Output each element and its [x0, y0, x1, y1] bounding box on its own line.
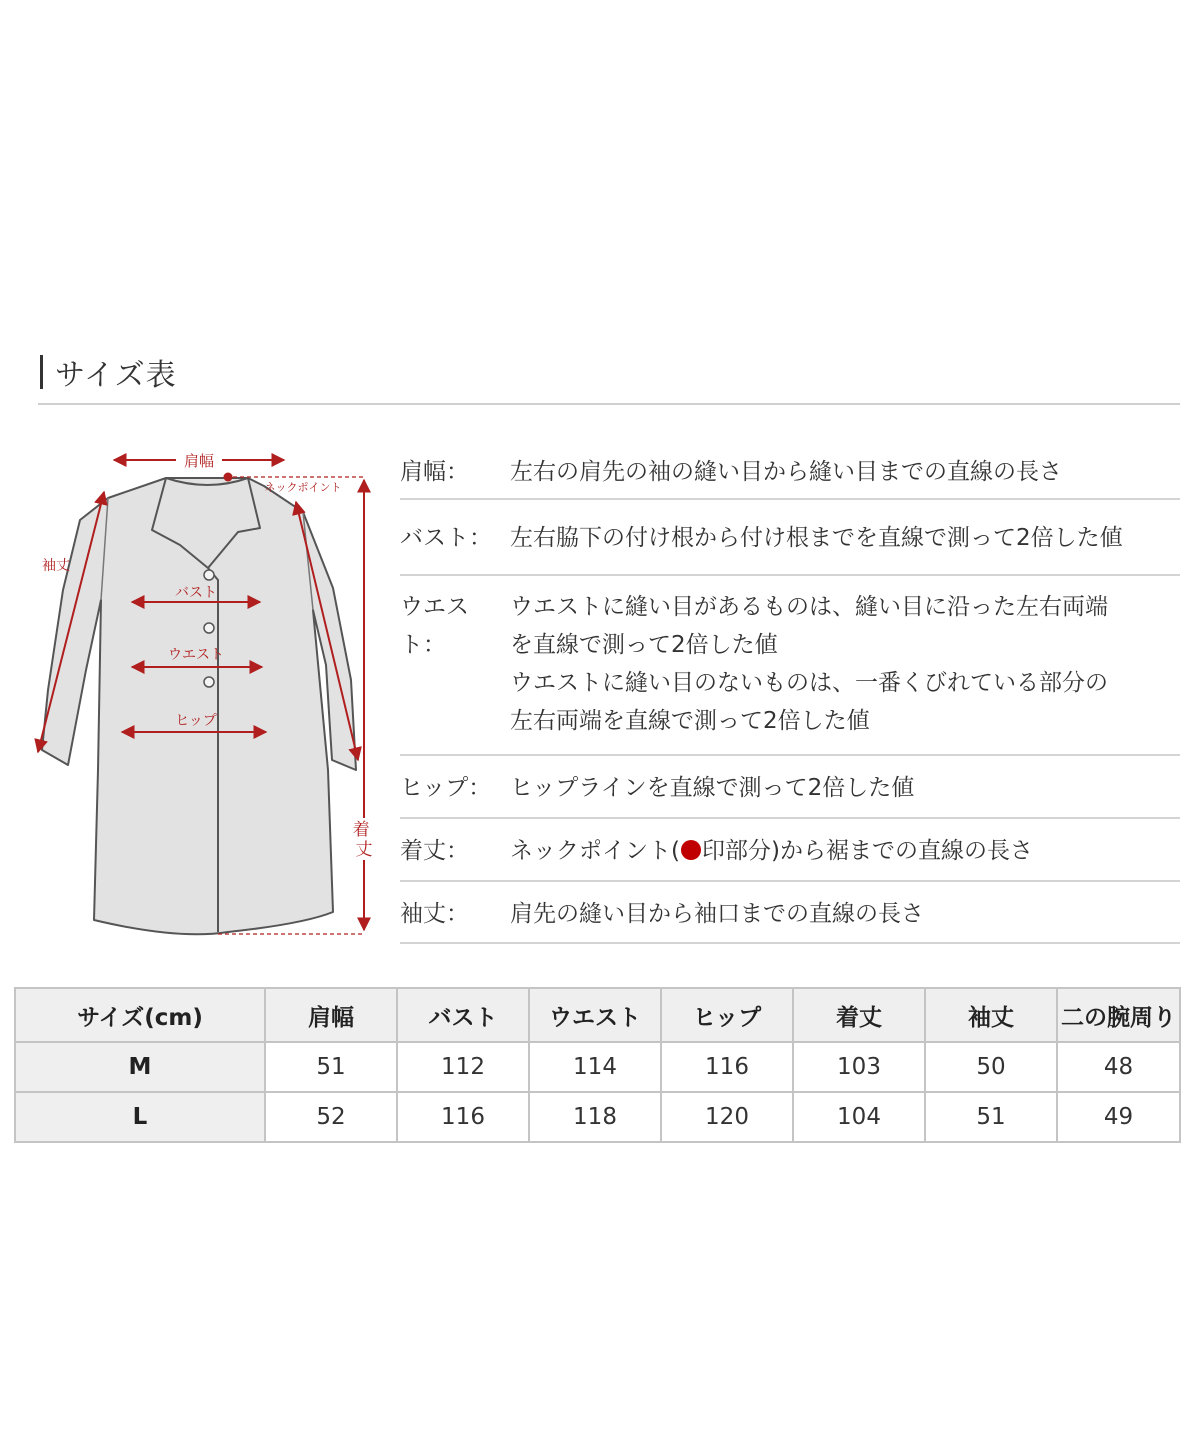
hip-label: ヒップ	[175, 713, 217, 729]
neck-point-label: ネックポイント	[264, 481, 342, 494]
definition-text	[510, 895, 1180, 942]
definition-waist	[400, 576, 1180, 756]
bust-label: バスト	[175, 585, 217, 601]
definition-line: ヒップラインを直線で測って2倍した値	[510, 775, 915, 801]
page-title: サイズ表	[55, 358, 177, 393]
section-heading	[40, 352, 177, 392]
table-cell: 48	[1057, 1042, 1180, 1092]
definition-sleeve	[400, 882, 1180, 944]
column-header: 二の腕周り	[1057, 988, 1180, 1042]
definition-hip	[400, 756, 1180, 819]
definition-term: 着丈：	[400, 838, 469, 864]
definition-shoulder	[400, 440, 1180, 500]
table-row	[15, 1042, 1180, 1092]
heading-divider	[38, 403, 1180, 405]
row-header: M	[15, 1042, 265, 1092]
column-header: サイズ(cm)	[15, 988, 265, 1042]
table-cell: 104	[793, 1092, 925, 1142]
table-cell: 116	[661, 1042, 793, 1092]
table-cell: 50	[925, 1042, 1057, 1092]
table-cell: 114	[529, 1042, 661, 1092]
column-header: 肩幅	[265, 988, 397, 1042]
coat-measurement-diagram	[28, 440, 380, 940]
definition-line: 左右両端を直線で測って2倍した値	[510, 708, 870, 734]
definition-line-prefix: ネックポイント(	[510, 838, 680, 864]
column-header: ヒップ	[661, 988, 793, 1042]
table-row	[15, 1092, 1180, 1142]
definition-term: 肩幅：	[400, 459, 469, 485]
definition-text	[510, 453, 1180, 498]
definition-term: バスト：	[400, 525, 492, 551]
table-cell: 116	[397, 1092, 529, 1142]
definition-line: を直線で測って2倍した値	[510, 632, 778, 658]
table-header-row	[15, 988, 1180, 1042]
definition-term: ウエスト：	[400, 594, 469, 658]
column-header: ウエスト	[529, 988, 661, 1042]
column-header: バスト	[397, 988, 529, 1042]
neck-point-dot	[224, 473, 233, 482]
definition-text	[510, 832, 1180, 880]
coat-button	[204, 677, 214, 687]
table-cell: 118	[529, 1092, 661, 1142]
definition-text	[510, 588, 1180, 754]
definition-term: 袖丈：	[400, 901, 469, 927]
length-label: 着 丈	[352, 820, 373, 860]
definition-line: ウエストに縫い目のないものは、一番くびれている部分の	[510, 670, 1108, 696]
neck-point-dot-icon	[681, 840, 701, 860]
definition-term: ヒップ：	[400, 775, 492, 801]
column-header: 着丈	[793, 988, 925, 1042]
column-header: 袖丈	[925, 988, 1057, 1042]
size-table	[14, 987, 1181, 1143]
table-cell: 103	[793, 1042, 925, 1092]
definition-line: 左右脇下の付け根から付け根までを直線で測って2倍した値	[510, 525, 1123, 551]
table-cell: 51	[265, 1042, 397, 1092]
shoulder-label: 肩幅	[183, 452, 215, 470]
definition-text	[510, 769, 1180, 817]
sleeve-label: 袖丈	[42, 558, 70, 574]
table-cell: 112	[397, 1042, 529, 1092]
row-header: L	[15, 1092, 265, 1142]
waist-label: ウエスト	[168, 647, 224, 663]
table-cell: 120	[661, 1092, 793, 1142]
heading-accent-bar	[40, 355, 43, 389]
definition-line-suffix: 印部分)から裾までの直線の長さ	[701, 838, 1033, 864]
table-cell: 52	[265, 1092, 397, 1142]
definition-length	[400, 819, 1180, 882]
definition-text	[510, 519, 1180, 574]
coat-body-shape	[42, 478, 356, 934]
table-cell: 49	[1057, 1092, 1180, 1142]
definition-line	[510, 832, 1180, 870]
definition-line: 肩先の縫い目から袖口までの直線の長さ	[510, 901, 924, 927]
coat-button	[204, 623, 214, 633]
definition-bust	[400, 500, 1180, 576]
table-cell: 51	[925, 1092, 1057, 1142]
definition-line: 左右の肩先の袖の縫い目から縫い目までの直線の長さ	[510, 459, 1062, 485]
coat-button	[204, 570, 214, 580]
measurement-definitions	[400, 440, 1180, 944]
definition-line: ウエストに縫い目があるものは、縫い目に沿った左右両端	[510, 594, 1108, 620]
